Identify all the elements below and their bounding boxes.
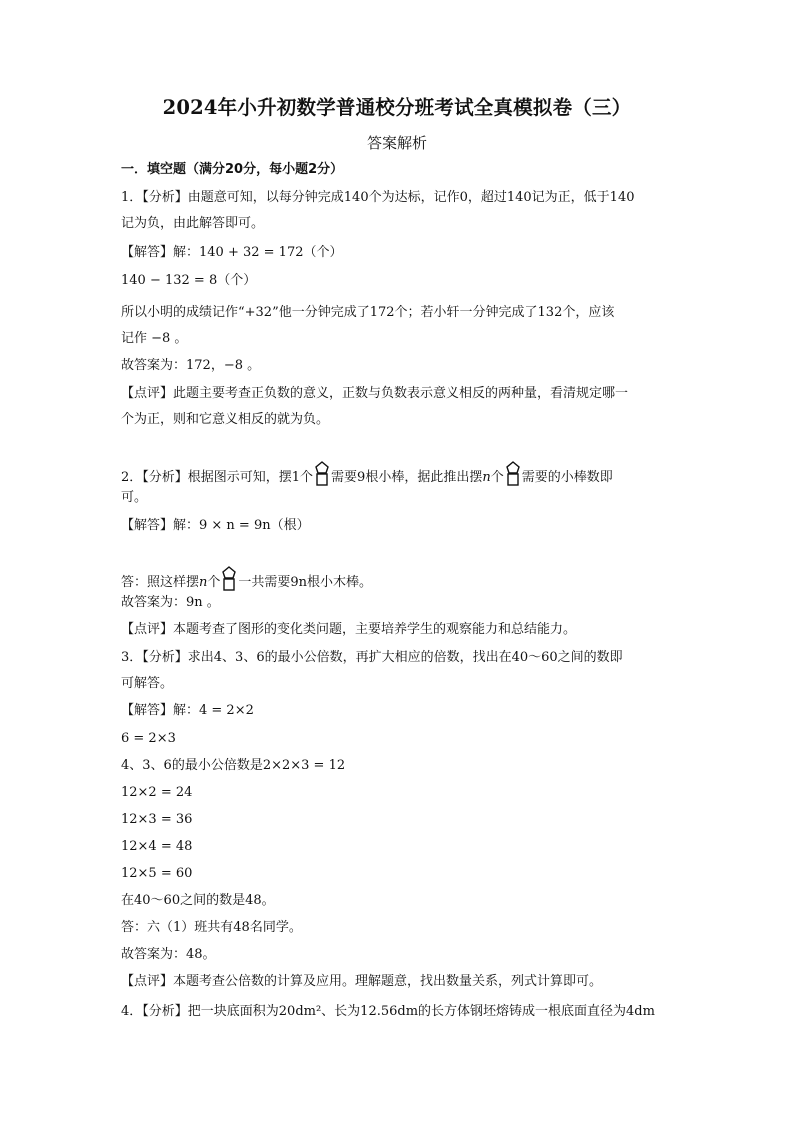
q2-analysis-part2: 需要9根小棒，据此推出摆 xyxy=(331,470,483,485)
pentagon-figure-icon xyxy=(506,461,520,492)
q1-conclusion: 所以小明的成绩记作“+32”他一分钟完成了172个；若小轩一分钟完成了132个，应该 xyxy=(121,305,615,320)
section-heading: 一．填空题（满分20分，每小题2分） xyxy=(121,162,344,177)
q3-answer-sentence: 答：六（1）班共有48名同学。 xyxy=(121,920,302,935)
q4-analysis: 4．【分析】把一块底面积为20dm²、长为12.56dm的长方体钢坯熔铸成一根底面直径为4dm xyxy=(121,1004,655,1019)
q2-analysis-part4: 需要的小棒数即 xyxy=(521,470,613,485)
q1-analysis: 1．【分析】由题意可知，以每分钟完成140个为达标，记作0，超过140记为正，低于140 xyxy=(121,190,635,205)
q1-analysis-cont: 记为负，由此解答即可。 xyxy=(121,216,265,231)
q3-step: 4、3、6的最小公倍数是2×2×3 = 12 xyxy=(121,758,346,773)
q3-answer: 故答案为：48。 xyxy=(121,947,216,962)
q1-comment: 【点评】此题主要考查正负数的意义，正数与负数表示意义相反的两种量，看清规定哪一 xyxy=(121,386,629,401)
q1-answer: 故答案为：172，−8 。 xyxy=(121,358,261,373)
q3-analysis-cont: 可解答。 xyxy=(121,676,174,691)
q2-analysis xyxy=(121,461,613,492)
q3-analysis: 3．【分析】求出4、3、6的最小公倍数，再扩大相应的倍数，找出在40～60之间的数即 xyxy=(121,650,623,665)
q3-step: 12×4 = 48 xyxy=(121,839,193,854)
q3-step: 12×5 = 60 xyxy=(121,866,193,881)
pentagon-figure-icon xyxy=(222,566,236,597)
q2-analysis-part1: 2．【分析】根据图示可知，摆1个 xyxy=(121,470,314,485)
q1-comment-cont: 个为正，则和它意义相反的就为负。 xyxy=(121,412,330,427)
q2-answer-part1: 答：照这样摆 xyxy=(121,575,200,590)
page-subtitle: 答案解析 xyxy=(366,134,427,152)
variable-n: n xyxy=(482,470,491,485)
variable-n: n xyxy=(199,575,208,590)
q3-step: 12×2 = 24 xyxy=(121,785,193,800)
q3-solution: 【解答】解：4 = 2×2 xyxy=(121,703,254,718)
page-title: 2024年小升初数学普通校分班考试全真模拟卷（三） xyxy=(162,96,632,119)
q3-step: 6 = 2×3 xyxy=(121,731,176,746)
pentagon-figure-icon xyxy=(315,461,329,492)
q2-answer-sentence xyxy=(121,566,372,597)
q3-comment: 【点评】本题考查公倍数的计算及应用。理解题意，找出数量关系，列式计算即可。 xyxy=(121,974,603,989)
q2-answer: 故答案为：9n 。 xyxy=(121,595,220,610)
q2-comment: 【点评】本题考查了图形的变化类问题，主要培养学生的观察能力和总结能力。 xyxy=(121,622,577,637)
q3-result: 在40～60之间的数是48。 xyxy=(121,893,275,908)
q2-answer-part2: 个 xyxy=(207,575,221,590)
q1-step: 140 − 132 = 8（个） xyxy=(121,273,257,288)
q3-step: 12×3 = 36 xyxy=(121,812,193,827)
q1-conclusion-cont: 记作 −8 。 xyxy=(121,331,188,346)
q2-solution: 【解答】解：9 × n = 9n（根） xyxy=(121,518,310,533)
q2-analysis-part3: 个 xyxy=(490,470,504,485)
q2-answer-part3: 一共需要9n根小木棒。 xyxy=(238,575,373,590)
q2-analysis-cont: 可。 xyxy=(121,490,148,505)
q1-solution: 【解答】解：140 + 32 = 172（个） xyxy=(121,245,343,260)
